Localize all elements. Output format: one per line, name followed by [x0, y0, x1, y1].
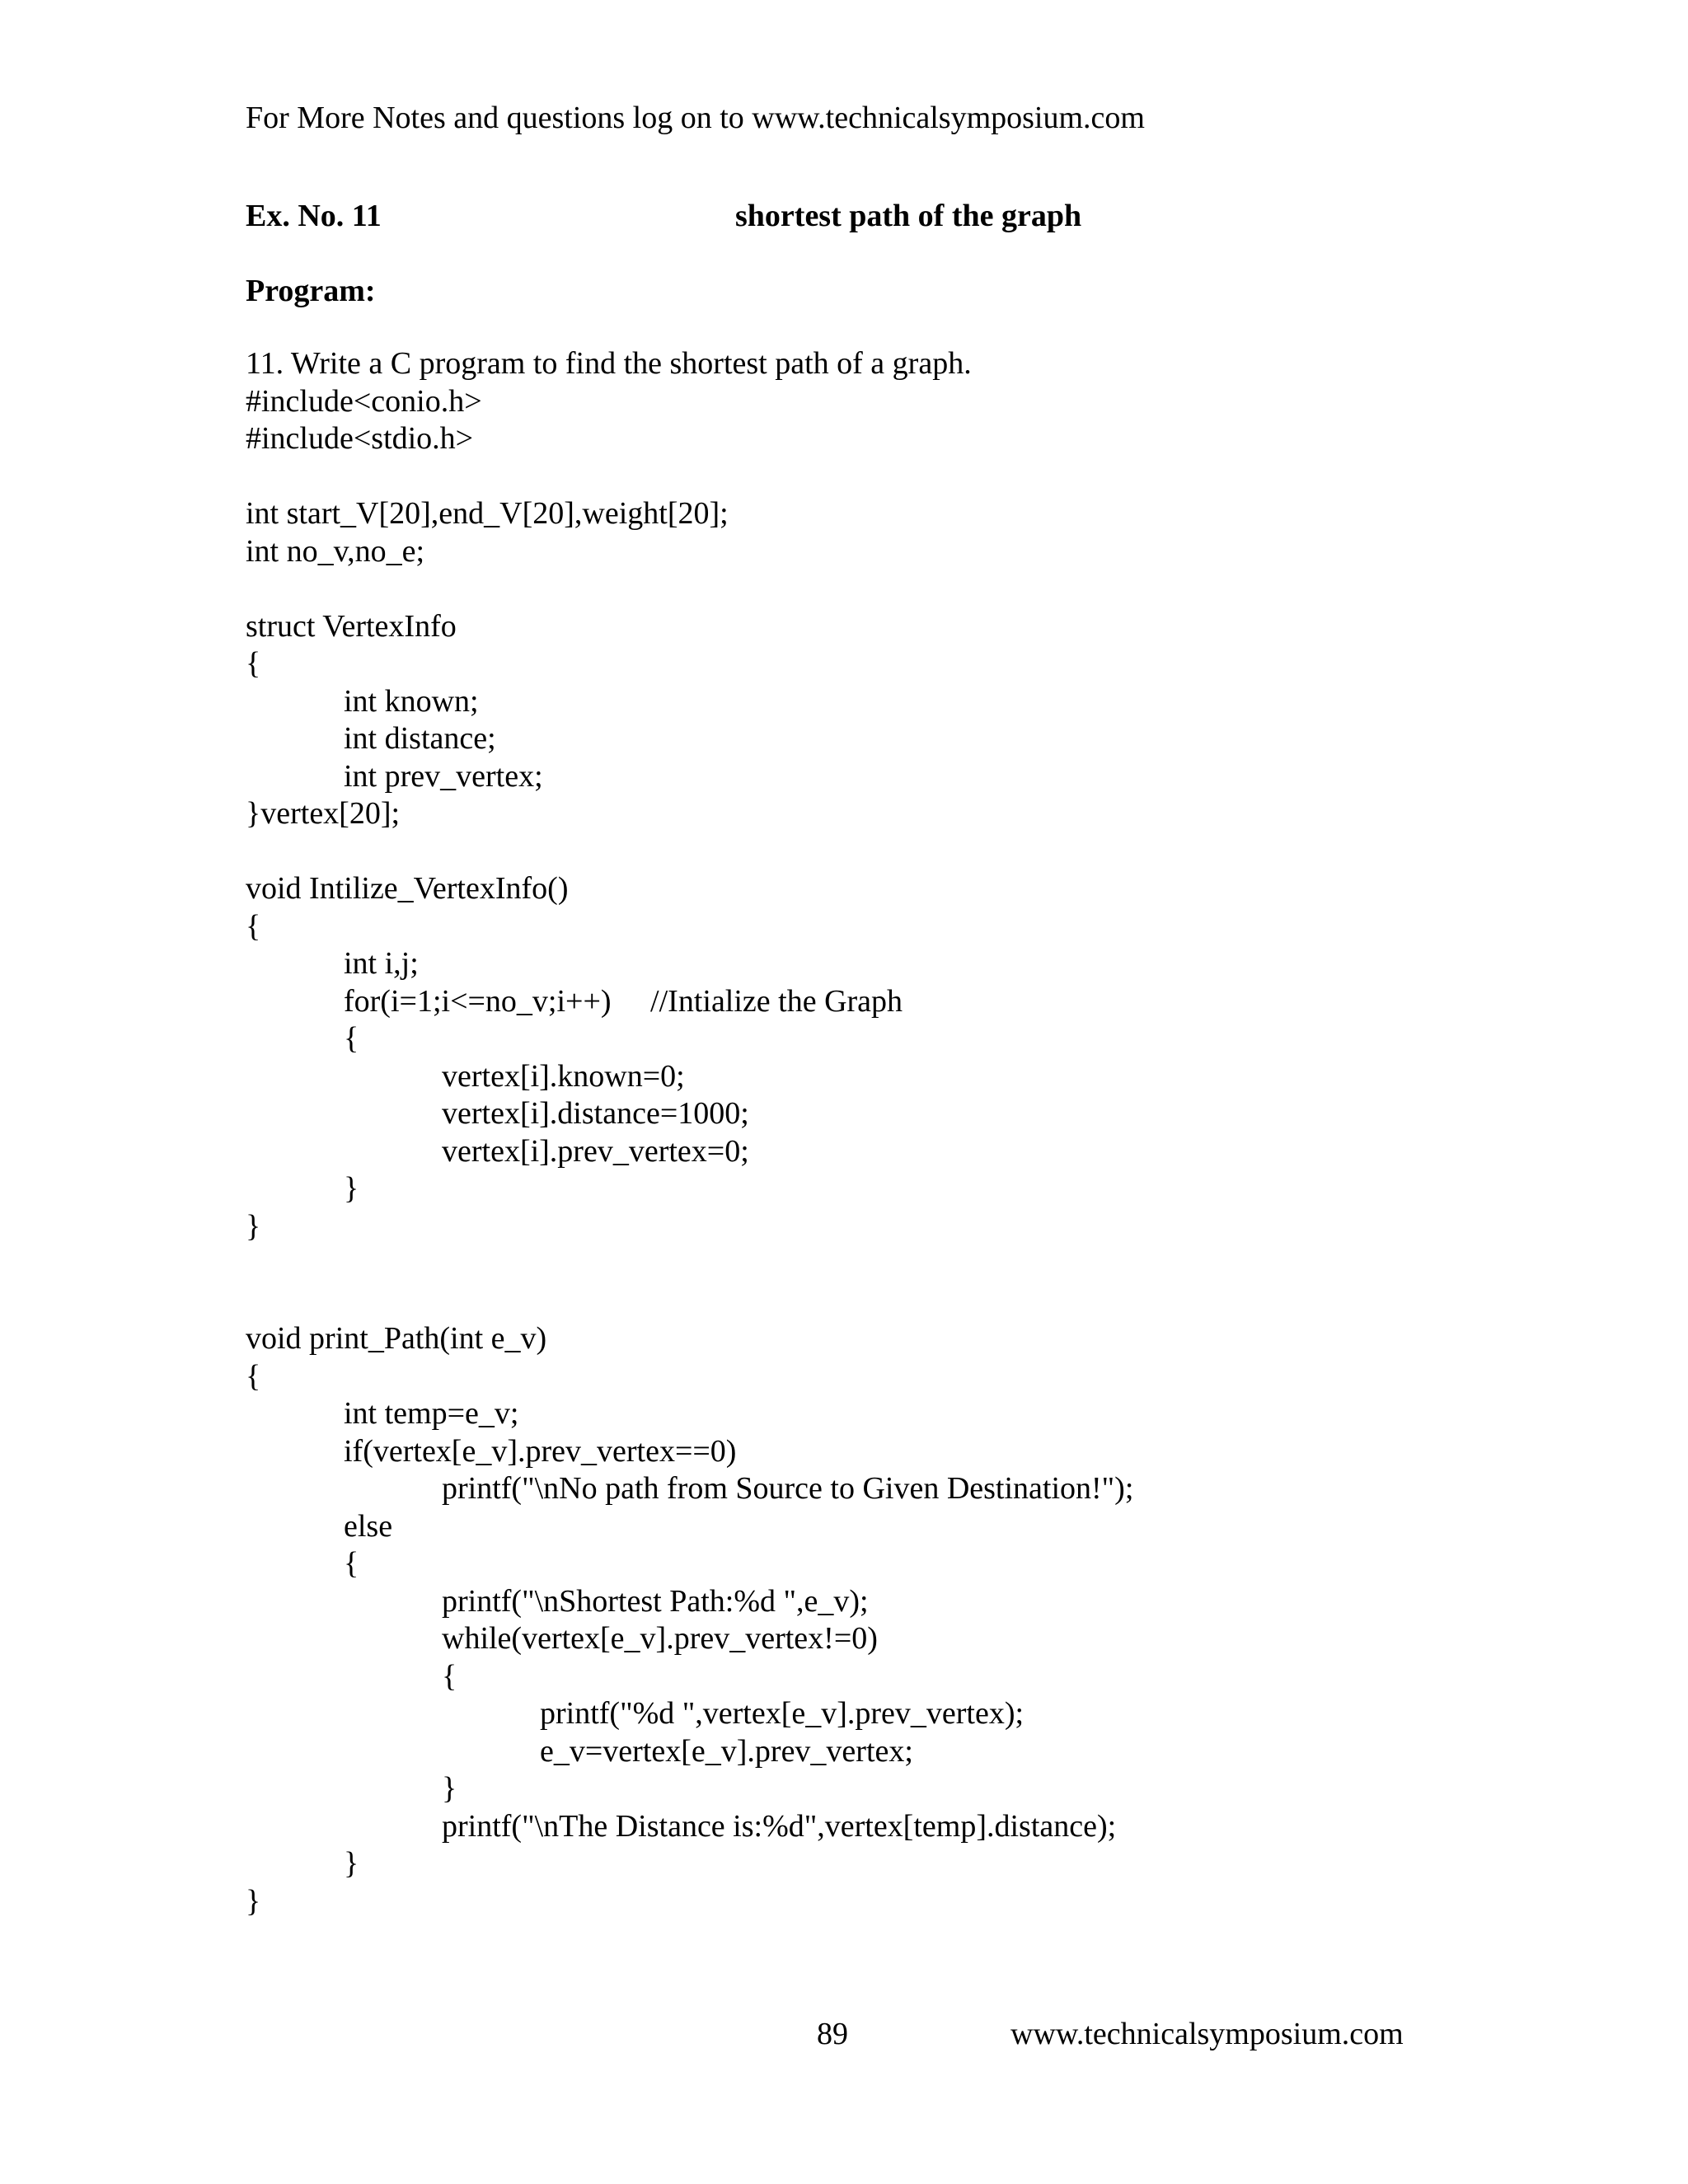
- code-line: }vertex[20];: [246, 796, 401, 831]
- footer-website: www.technicalsymposium.com: [1010, 2017, 1404, 2051]
- code-line: vertex[i].known=0;: [442, 1058, 685, 1094]
- code-line: }: [344, 1171, 359, 1206]
- code-line: }: [344, 1846, 359, 1881]
- code-line: int i,j;: [344, 946, 419, 981]
- code-line: printf("%d ",vertex[e_v].prev_vertex);: [540, 1696, 1025, 1731]
- code-line: {: [246, 908, 261, 944]
- code-line: [246, 833, 1133, 871]
- code-line: struct VertexInfo: [246, 608, 457, 644]
- code-line: printf("\nShortest Path:%d ",e_v);: [442, 1583, 869, 1619]
- code-line: int prev_vertex;: [344, 758, 543, 794]
- code-line: void print_Path(int e_v): [246, 1321, 547, 1356]
- exercise-number: Ex. No. 11: [246, 199, 382, 233]
- code-line: [246, 570, 1133, 608]
- code-line: int start_V[20],end_V[20],weight[20];: [246, 496, 729, 531]
- code-line: printf("\nThe Distance is:%d",vertex[temp].distance);: [442, 1808, 1117, 1844]
- code-line: else: [344, 1508, 393, 1544]
- code-line: }: [246, 1208, 261, 1244]
- code-line: int temp=e_v;: [344, 1396, 519, 1431]
- program-heading: Program:: [246, 274, 376, 308]
- code-line: e_v=vertex[e_v].prev_vertex;: [540, 1733, 913, 1769]
- code-line: int distance;: [344, 721, 496, 756]
- code-line: {: [246, 646, 261, 681]
- code-line: 11. Write a C program to find the shortest path of a graph.: [246, 346, 972, 381]
- header-note: For More Notes and questions log on to www.technicalsymposium.com: [246, 101, 1145, 135]
- code-line: }: [442, 1771, 457, 1806]
- code-line: {: [246, 1358, 261, 1394]
- code-line: #include<conio.h>: [246, 383, 482, 419]
- code-line: {: [442, 1658, 457, 1694]
- code-line: vertex[i].prev_vertex=0;: [442, 1133, 749, 1169]
- code-line: [246, 1283, 1133, 1321]
- code-line: [246, 458, 1133, 496]
- code-line: [246, 1245, 1133, 1283]
- page-number: 89: [817, 2017, 848, 2051]
- code-line: void Intilize_VertexInfo(): [246, 871, 569, 906]
- code-line: vertex[i].distance=1000;: [442, 1096, 749, 1131]
- code-listing: [246, 345, 1133, 1920]
- code-line: #include<stdio.h>: [246, 421, 474, 456]
- code-line: int known;: [344, 683, 479, 719]
- code-line: int no_v,no_e;: [246, 533, 425, 569]
- exercise-title: shortest path of the graph: [735, 199, 1082, 233]
- code-line: {: [344, 1546, 359, 1581]
- code-line: if(vertex[e_v].prev_vertex==0): [344, 1433, 737, 1469]
- code-line: while(vertex[e_v].prev_vertex!=0): [442, 1621, 878, 1656]
- code-line: for(i=1;i<=no_v;i++) //Intialize the Graph: [344, 983, 903, 1019]
- code-line: printf("\nNo path from Source to Given Destination!");: [442, 1471, 1134, 1506]
- code-line: }: [246, 1883, 261, 1919]
- code-line: {: [344, 1021, 359, 1056]
